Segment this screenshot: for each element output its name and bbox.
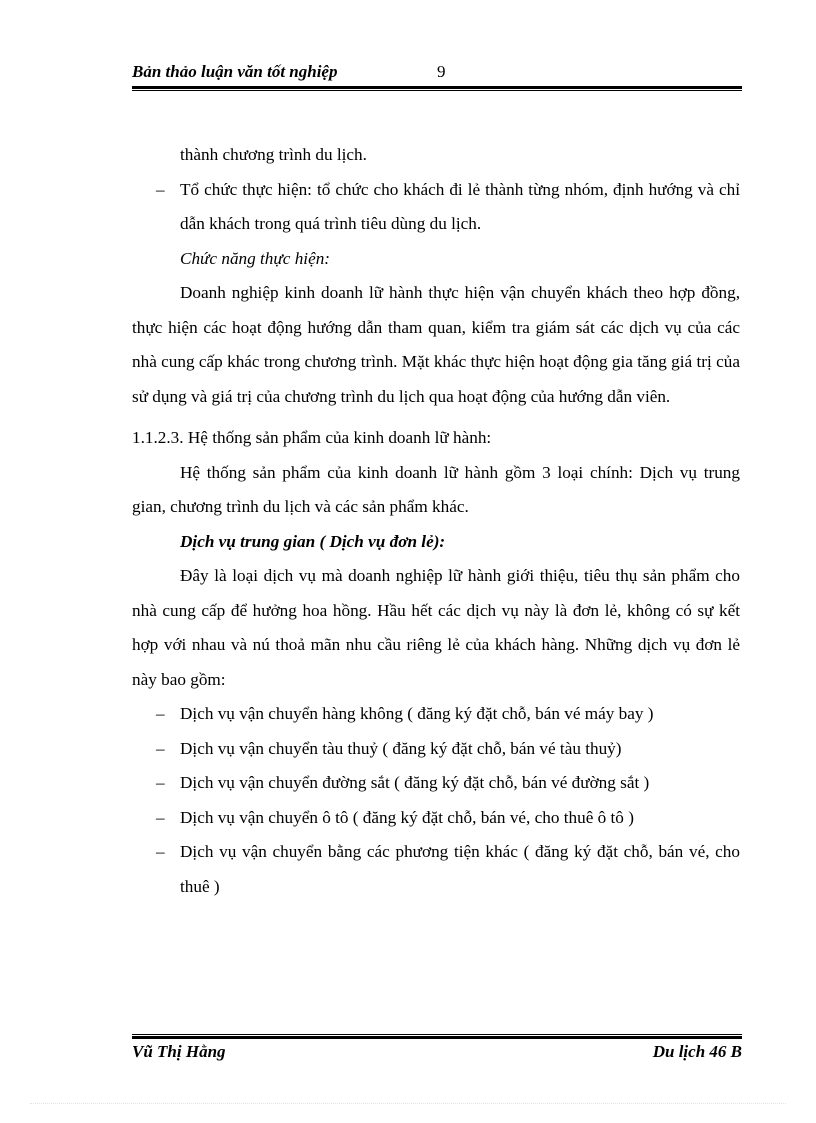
paragraph: Doanh nghiệp kinh doanh lữ hành thực hiện vận chuyển khách theo hợp đồng, thực hiện các hoạt động hướng dẫn tham quan, kiểm tra giám sát các dịch vụ của các nhà cung cấp khác trong chương trình. Mặt khác thực hiện hoạt động gia tăng giá trị của sử dụng và giá trị của chương trình du lịch qua hoạt động của hướng dẫn viên. — [132, 283, 740, 406]
bullet-dash: – — [156, 842, 165, 861]
bullet-dash: – — [156, 807, 165, 827]
function-heading: Chức năng thực hiện: — [180, 248, 331, 268]
bullet-item — [132, 173, 740, 242]
list-item-text: Dịch vụ vận chuyển đường sắt ( đăng ký đặt chỗ, bán vé đường sắt ) — [180, 773, 650, 792]
bullet-text: Tổ chức thực hiện: tổ chức cho khách đi lẻ thành từng nhóm, định hướng và chỉ dẫn khách trong quá trình tiêu dùng du lịch. — [180, 179, 740, 233]
page-number: 9 — [437, 62, 446, 81]
list-item — [132, 732, 740, 767]
list-item — [132, 697, 740, 732]
paragraph: Đây là loại dịch vụ mà doanh nghiệp lữ hành giới thiệu, tiêu thụ sản phẩm cho nhà cung cấp để hưởng hoa hồng. Hầu hết các dịch vụ này là đơn lẻ, không có sự kết hợp với nhau và nú thoả mãn nhu cầu riêng lẻ của khách hàng. Những dịch vụ đơn lẻ này bao gồm: — [132, 566, 740, 689]
bullet-dash: – — [156, 773, 165, 792]
footer-rule — [132, 1034, 742, 1039]
list-item — [132, 835, 740, 904]
header-title: Bản thảo luận văn tốt nghiệp — [132, 62, 338, 81]
paragraph: Hệ thống sản phẩm của kinh doanh lữ hành gồm 3 loại chính: Dịch vụ trung gian, chương trình du lịch và các sản phẩm khác. — [132, 462, 740, 516]
bullet-dash: – — [156, 738, 165, 758]
list-item-text: Dịch vụ vận chuyển ô tô ( đăng ký đặt chỗ, bán vé, cho thuê ô tô ) — [180, 807, 634, 827]
list-item-text: Dịch vụ vận chuyển bằng các phương tiện khác ( đăng ký đặt chỗ, bán vé, cho thuê ) — [180, 842, 740, 896]
list-item-text: Dịch vụ vận chuyển hàng không ( đăng ký đặt chỗ, bán vé máy bay ) — [180, 704, 654, 723]
bullet-dash: – — [156, 704, 165, 723]
subheading: Dịch vụ trung gian ( Dịch vụ đơn lẻ): — [180, 531, 446, 551]
page-header — [132, 60, 742, 86]
footer-class: Du lịch 46 B — [652, 1042, 742, 1061]
continuation-line: thành chương trình du lịch. — [180, 145, 367, 164]
document-body — [132, 138, 740, 904]
bullet-dash: – — [156, 179, 165, 199]
header-rule — [132, 86, 742, 91]
list-item-text: Dịch vụ vận chuyển tàu thuỷ ( đăng ký đặt chỗ, bán vé tàu thuỷ) — [180, 738, 622, 758]
page-bottom-edge — [30, 1103, 786, 1104]
section-heading: 1.1.2.3. Hệ thống sản phẩm của kinh doanh lữ hành: — [132, 428, 492, 447]
list-item — [132, 801, 740, 836]
footer-author: Vũ Thị Hằng — [132, 1042, 226, 1061]
list-item — [132, 766, 740, 801]
